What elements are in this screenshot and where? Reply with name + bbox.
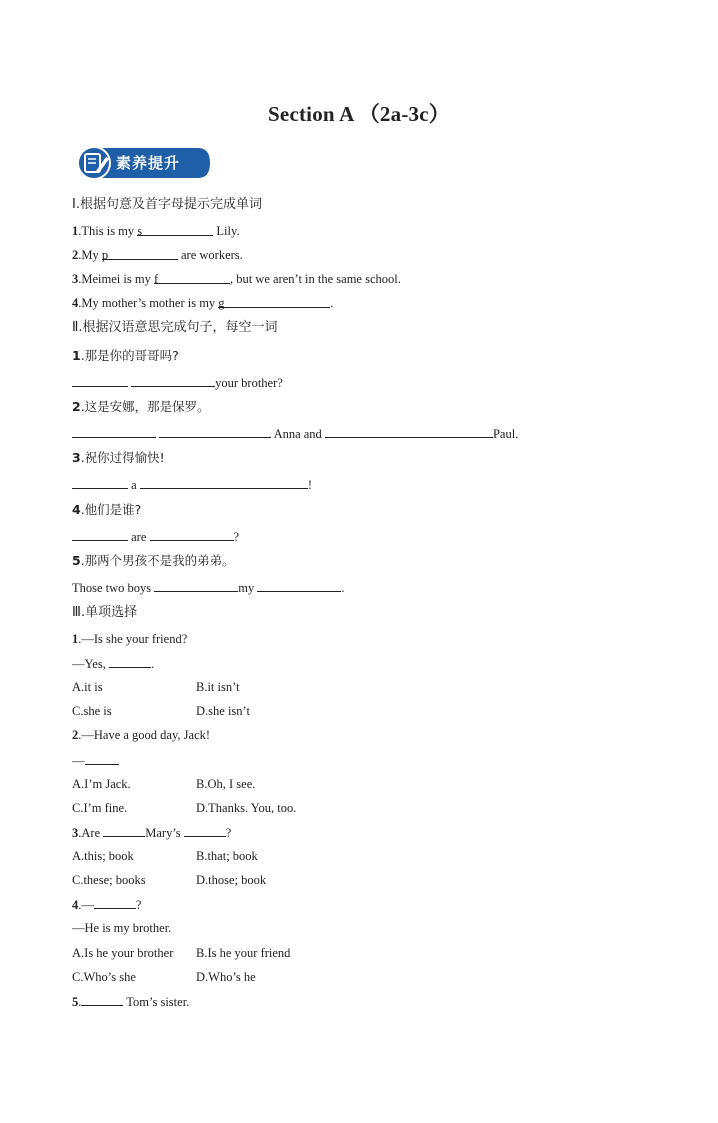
s2-item-1-prompt: 1.那是你的哥哥吗?: [72, 348, 179, 363]
page-title: Section A （2a-3c）: [268, 102, 450, 126]
s2-item-3-answer: a !: [72, 476, 312, 493]
s3-q1: 1.—Is she your friend?: [72, 632, 188, 646]
s2-item-4-prompt: 4.他们是谁?: [72, 502, 142, 517]
s2-item-4-answer: are ?: [72, 528, 239, 545]
s2-item-3-prompt: 3.祝你过得愉快!: [72, 450, 165, 465]
s1-item-2: 2.My p are workers.: [72, 248, 243, 262]
s3-q2: 2.—Have a good day, Jack!: [72, 728, 211, 742]
s1-item-1: 1.This is my s Lily.: [72, 224, 240, 238]
s2-item-1-answer: your brother?: [72, 374, 283, 391]
s3-q1-options-ab: A.it is B.it isn’t: [72, 680, 240, 694]
s3-q4-options-cd: C.Who’s she D.Who’s he: [72, 970, 256, 984]
s3-q4: 4.— ?: [72, 898, 142, 912]
s3-q1-options-cd: C.she is D.she isn’t: [72, 704, 250, 718]
s2-item-2-prompt: 2.这是安娜，那是保罗。: [72, 399, 210, 414]
pencil-book-icon: [76, 145, 112, 181]
s2-item-5-prompt: 5.那两个男孩不是我的弟弟。: [72, 553, 235, 568]
s3-q4-response: —He is my brother.: [72, 921, 172, 935]
s2-item-5-answer: Those two boys my .: [72, 581, 345, 595]
section-1-heading: Ⅰ.根据句意及首字母提示完成单词: [72, 197, 262, 212]
s3-q2-options-cd: C.I’m fine. D.Thanks. You, too.: [72, 801, 297, 815]
s3-q2-options-ab: A.I’m Jack. B.Oh, I see.: [72, 777, 256, 791]
section-badge: [76, 145, 212, 181]
s1-item-4: 4.My mother’s mother is my g .: [72, 296, 334, 310]
badge-label: 素养提升: [116, 154, 181, 172]
s3-q3: 3.Are Mary’s ?: [72, 826, 232, 840]
section-2-heading: Ⅱ.根据汉语意思完成句子，每空一词: [72, 320, 278, 335]
s1-item-3: 3.Meimei is my f , but we aren’t in the same school.: [72, 272, 401, 286]
section-3-heading: Ⅲ.单项选择: [72, 605, 138, 620]
s3-q5: 5. Tom’s sister.: [72, 995, 190, 1009]
s3-q2-response: —: [72, 752, 119, 769]
s2-item-2-answer: Anna and Paul.: [72, 425, 518, 442]
s3-q3-options-cd: C.these; books D.those; book: [72, 873, 267, 887]
s3-q3-options-ab: A.this; book B.that; book: [72, 849, 258, 863]
s3-q1-response: —Yes, .: [72, 657, 155, 671]
s3-q4-options-ab: A.Is he your brother B.Is he your friend: [72, 946, 291, 960]
